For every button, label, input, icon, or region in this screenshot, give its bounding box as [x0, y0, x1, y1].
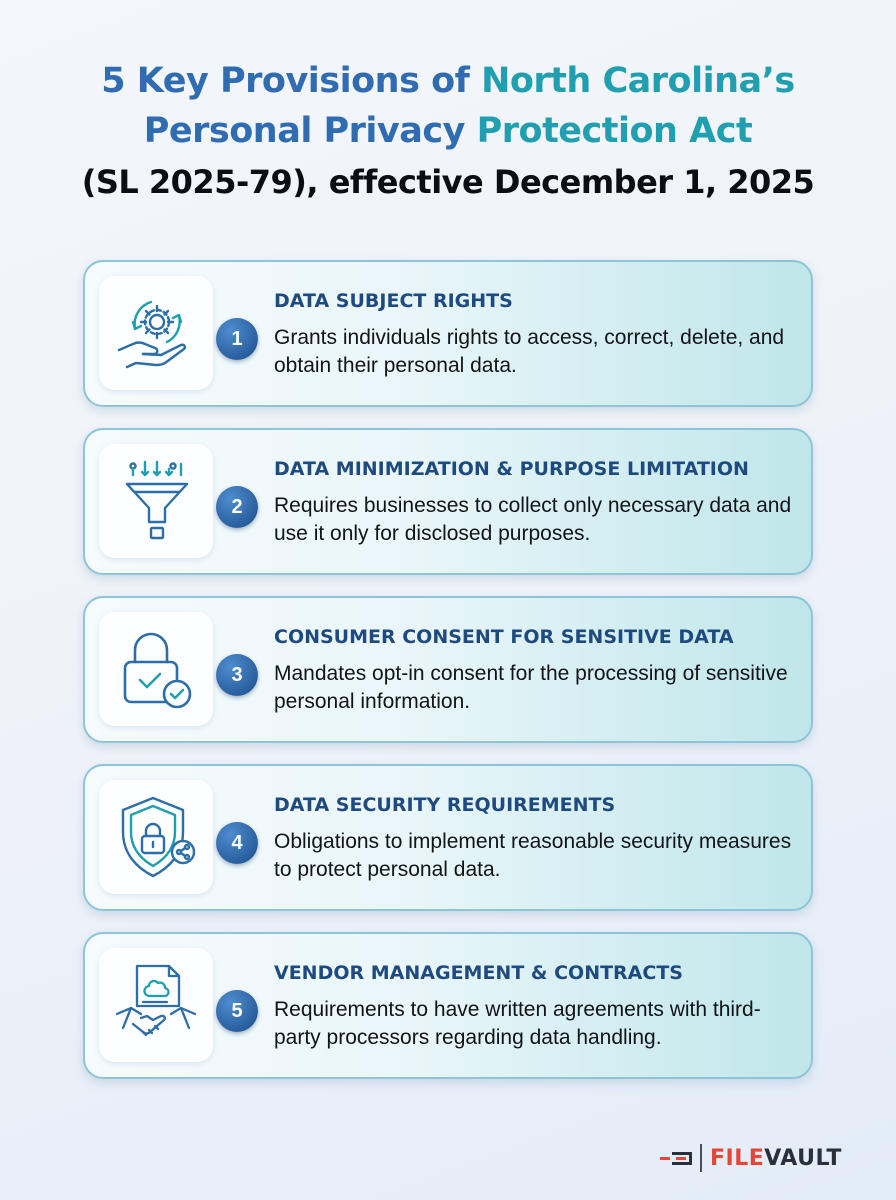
funnel-icon: [111, 456, 201, 546]
title-line-2: [0, 106, 896, 156]
logo-divider: [700, 1144, 702, 1172]
card-description: Requirements to have written agreements with third-party processors regarding data handling.: [274, 998, 761, 1049]
icon-box: [99, 780, 213, 894]
icon-box: [99, 612, 213, 726]
card-title: VENDOR MANAGEMENT & CONTRACTS: [274, 962, 683, 984]
lock-check-icon: [111, 624, 201, 714]
logo-text: [710, 1146, 842, 1171]
logo-text-file: FILE: [710, 1145, 765, 1171]
provision-card-2: [83, 428, 813, 575]
card-description: Requires businesses to collect only necessary data and use it only for disclosed purposes.: [274, 494, 792, 545]
number-badge: 2: [216, 486, 258, 528]
provision-card-5: [83, 932, 813, 1079]
number-badge: 4: [216, 822, 258, 864]
card-description: Obligations to implement reasonable security measures to protect personal data.: [274, 830, 792, 881]
number-badge: 3: [216, 654, 258, 696]
handshake-contract-icon: [111, 960, 201, 1050]
title-line-1-part-1: 5 Key Provisions of: [101, 61, 482, 101]
card-title: DATA SUBJECT RIGHTS: [274, 290, 513, 312]
card-title: CONSUMER CONSENT FOR SENSITIVE DATA: [274, 626, 734, 648]
icon-box: [99, 444, 213, 558]
icon-box: [99, 948, 213, 1062]
logo-text-vault: VAULT: [764, 1145, 842, 1171]
number-badge: 1: [216, 318, 258, 360]
card-title: DATA SECURITY REQUIREMENTS: [274, 794, 616, 816]
title-line-1-part-2: North Carolina’s: [481, 61, 795, 101]
title-line-1: [0, 56, 896, 106]
provision-card-4: [83, 764, 813, 911]
icon-box: [99, 276, 213, 390]
title-line-2-part-1: Personal Privacy: [143, 111, 477, 151]
page-title: [0, 56, 896, 208]
provision-card-1: [83, 260, 813, 407]
card-title: DATA MINIMIZATION & PURPOSE LIMITATION: [274, 458, 749, 480]
title-line-3: (SL 2025-79), effective December 1, 2025: [81, 163, 815, 201]
filevault-logo: [660, 1141, 842, 1175]
card-description: Mandates opt-in consent for the processing of sensitive personal information.: [274, 662, 788, 713]
shield-lock-icon: [111, 792, 201, 882]
card-description: Grants individuals rights to access, correct, delete, and obtain their personal data.: [274, 326, 785, 377]
provision-card-3: [83, 596, 813, 743]
title-line-2-part-2: Protection Act: [476, 111, 753, 151]
filevault-logo-icon: [660, 1146, 696, 1170]
hand-gear-icon: [111, 288, 201, 378]
number-badge: 5: [216, 990, 258, 1032]
